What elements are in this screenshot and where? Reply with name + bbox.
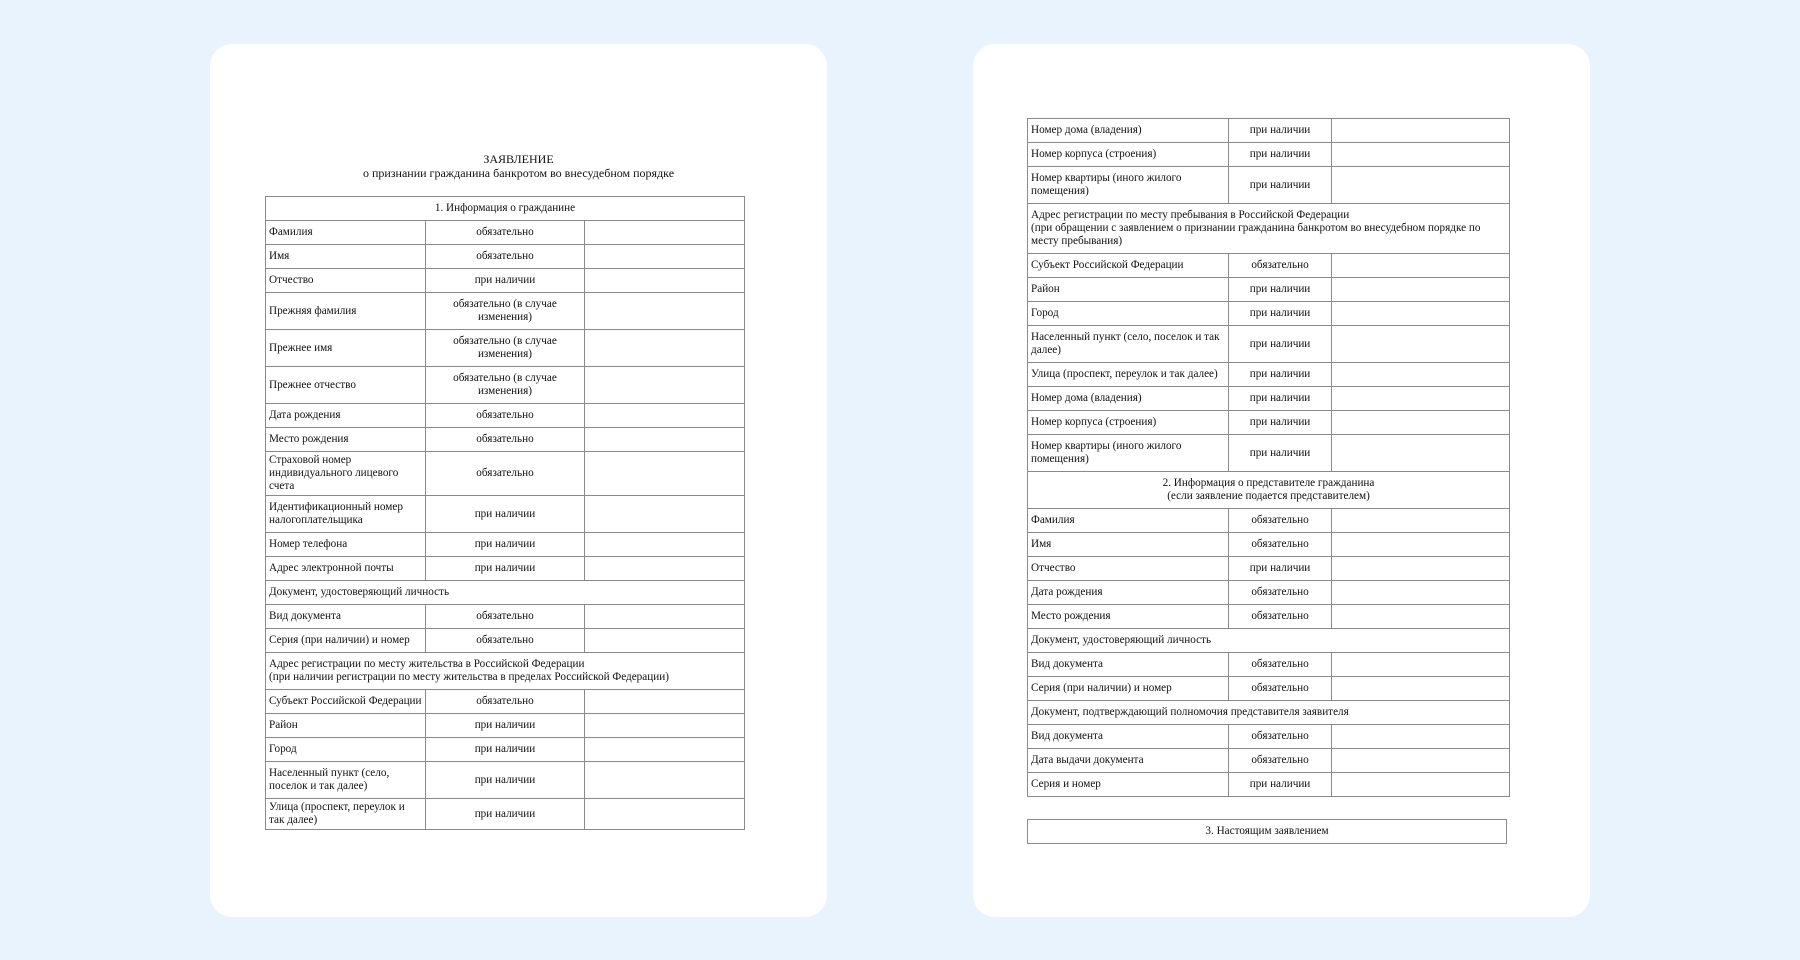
field-label: Номер корпуса (строения)	[1028, 411, 1229, 435]
field-requirement: обязательно	[425, 428, 585, 452]
field-requirement: обязательно	[1229, 653, 1332, 677]
field-value-input[interactable]	[585, 533, 745, 557]
field-label: Серия и номер	[1028, 773, 1229, 797]
form-row	[266, 690, 745, 714]
form-row	[266, 452, 745, 496]
section-3-table	[1027, 819, 1507, 844]
section-2-title-line: 2. Информация о представителе гражданина	[1162, 477, 1375, 489]
field-value-input[interactable]	[1332, 435, 1510, 472]
field-value-input[interactable]	[1332, 363, 1510, 387]
stay-address-header-line: Адрес регистрации по месту пребывания в Российской Федерации	[1031, 209, 1350, 221]
authority-document-header	[1028, 701, 1510, 725]
field-value-input[interactable]	[1332, 557, 1510, 581]
field-requirement: при наличии	[425, 738, 585, 762]
field-requirement: обязательно	[1229, 509, 1332, 533]
field-label: Улица (проспект, переулок и так далее)	[1028, 363, 1229, 387]
field-value-input[interactable]	[1332, 773, 1510, 797]
form-row	[266, 245, 745, 269]
form-row	[1028, 581, 1510, 605]
residence-address-header-line: Адрес регистрации по месту жительства в Российской Федерации	[269, 658, 585, 670]
form-header-row	[1028, 204, 1510, 254]
field-requirement: при наличии	[1229, 557, 1332, 581]
field-requirement: при наличии	[425, 799, 585, 830]
form-row	[266, 557, 745, 581]
field-requirement: при наличии	[1229, 326, 1332, 363]
field-label: Район	[1028, 278, 1229, 302]
field-requirement: при наличии	[1229, 167, 1332, 204]
form-row	[1028, 725, 1510, 749]
field-label: Вид документа	[266, 605, 426, 629]
field-value-input[interactable]	[585, 605, 745, 629]
form-row	[266, 714, 745, 738]
form-header-row	[1028, 472, 1510, 509]
form-row	[1028, 363, 1510, 387]
field-requirement: обязательно (в случае изменения)	[425, 367, 585, 404]
form-row	[1028, 557, 1510, 581]
field-requirement: при наличии	[1229, 302, 1332, 326]
field-requirement: обязательно	[1229, 749, 1332, 773]
field-requirement: при наличии	[425, 496, 585, 533]
field-label: Вид документа	[1028, 725, 1229, 749]
field-label: Место рождения	[266, 428, 426, 452]
field-value-input[interactable]	[1332, 411, 1510, 435]
field-requirement: обязательно	[425, 605, 585, 629]
field-value-input[interactable]	[585, 738, 745, 762]
field-value-input[interactable]	[1332, 749, 1510, 773]
field-value-input[interactable]	[1332, 725, 1510, 749]
field-label: Номер телефона	[266, 533, 426, 557]
field-value-input[interactable]	[585, 293, 745, 330]
form-row	[1028, 677, 1510, 701]
field-requirement: обязательно (в случае изменения)	[425, 330, 585, 367]
form-row	[266, 738, 745, 762]
field-value-input[interactable]	[1332, 509, 1510, 533]
field-label: Населенный пункт (село, поселок и так далее)	[1028, 326, 1229, 363]
field-requirement: при наличии	[1229, 387, 1332, 411]
field-label: Фамилия	[1028, 509, 1229, 533]
field-label: Место рождения	[1028, 605, 1229, 629]
field-requirement: при наличии	[1229, 411, 1332, 435]
field-value-input[interactable]	[585, 714, 745, 738]
field-label: Вид документа	[1028, 653, 1229, 677]
id-document-header	[266, 581, 745, 605]
document-page-2	[973, 44, 1590, 917]
field-value-input[interactable]	[1332, 302, 1510, 326]
field-label: Город	[1028, 302, 1229, 326]
form-row	[1028, 605, 1510, 629]
form-row	[266, 762, 745, 799]
field-value-input[interactable]	[585, 690, 745, 714]
form-row	[266, 496, 745, 533]
section-1-title: 1. Информация о гражданине	[266, 197, 745, 221]
field-value-input[interactable]	[1332, 387, 1510, 411]
field-value-input[interactable]	[585, 221, 745, 245]
field-label: Субъект Российской Федерации	[1028, 254, 1229, 278]
field-label: Прежняя фамилия	[266, 293, 426, 330]
field-label: Город	[266, 738, 426, 762]
field-requirement: при наличии	[425, 714, 585, 738]
residence-address-header-line: (при наличии регистрации по месту жительства в пределах Российской Федерации)	[269, 671, 669, 683]
form-row	[1028, 119, 1510, 143]
residence-address-header	[266, 653, 745, 690]
field-requirement: обязательно	[1229, 581, 1332, 605]
form-row	[266, 799, 745, 830]
form-row	[1028, 278, 1510, 302]
form-row	[1028, 411, 1510, 435]
field-requirement: обязательно	[425, 629, 585, 653]
field-value-input[interactable]	[585, 269, 745, 293]
field-requirement: при наличии	[425, 533, 585, 557]
form-row	[266, 404, 745, 428]
field-label: Дата рождения	[1028, 581, 1229, 605]
field-label: Номер квартиры (иного жилого помещения)	[1028, 167, 1229, 204]
section-3-title: 3. Настоящим заявлением	[1028, 820, 1507, 844]
form-header-row	[266, 581, 745, 605]
field-label: Страховой номер индивидуального лицевого счета	[266, 452, 426, 496]
field-requirement: обязательно	[425, 690, 585, 714]
field-requirement: обязательно	[1229, 725, 1332, 749]
field-label: Район	[266, 714, 426, 738]
field-value-input[interactable]	[1332, 119, 1510, 143]
field-value-input[interactable]	[585, 496, 745, 533]
field-label: Дата выдачи документа	[1028, 749, 1229, 773]
form-row	[1028, 749, 1510, 773]
form-row	[266, 367, 745, 404]
field-requirement: обязательно	[425, 245, 585, 269]
document-subtitle: о признании гражданина банкротом во внесудебном порядке	[362, 166, 675, 180]
field-requirement: обязательно	[1229, 677, 1332, 701]
field-value-input[interactable]	[1332, 605, 1510, 629]
rep-id-document-header	[1028, 629, 1510, 653]
field-value-input[interactable]	[585, 452, 745, 496]
field-requirement: при наличии	[1229, 143, 1332, 167]
form-row	[266, 221, 745, 245]
field-requirement: при наличии	[425, 557, 585, 581]
document-page-1	[210, 44, 827, 917]
id-document-header-line: Документ, удостоверяющий личность	[269, 586, 450, 598]
field-label: Населенный пункт (село, поселок и так далее)	[266, 762, 426, 799]
form-row	[1028, 509, 1510, 533]
form-row	[1028, 326, 1510, 363]
field-requirement: обязательно	[1229, 533, 1332, 557]
field-value-input[interactable]	[585, 762, 745, 799]
form-row	[1028, 653, 1510, 677]
form-header-row	[1028, 629, 1510, 653]
authority-document-header-line: Документ, подтверждающий полномочия представителя заявителя	[1031, 706, 1349, 718]
form-row	[266, 330, 745, 367]
field-value-input[interactable]	[1332, 653, 1510, 677]
stay-address-header-line: (при обращении с заявлением о признании гражданина банкротом во внесудебном порядке по месту пребывания)	[1031, 222, 1481, 247]
field-requirement: при наличии	[425, 269, 585, 293]
field-label: Идентификационный номер налогоплательщика	[266, 496, 426, 533]
field-label: Дата рождения	[266, 404, 426, 428]
field-requirement: при наличии	[1229, 773, 1332, 797]
field-label: Улица (проспект, переулок и так далее)	[266, 799, 426, 830]
field-label: Отчество	[266, 269, 426, 293]
field-requirement: при наличии	[1229, 278, 1332, 302]
field-value-input[interactable]	[585, 557, 745, 581]
field-value-input[interactable]	[585, 428, 745, 452]
field-value-input[interactable]	[1332, 581, 1510, 605]
field-value-input[interactable]	[585, 330, 745, 367]
field-value-input[interactable]	[585, 367, 745, 404]
form-header-row	[1028, 701, 1510, 725]
document-title: ЗАЯВЛЕНИЕ	[483, 152, 554, 166]
field-requirement: обязательно	[425, 452, 585, 496]
form-row	[266, 605, 745, 629]
form-header-row	[266, 653, 745, 690]
field-label: Имя	[266, 245, 426, 269]
field-value-input[interactable]	[585, 245, 745, 269]
field-value-input[interactable]	[1332, 278, 1510, 302]
field-label: Прежнее имя	[266, 330, 426, 367]
form-row	[266, 629, 745, 653]
field-label: Имя	[1028, 533, 1229, 557]
field-value-input[interactable]	[585, 799, 745, 830]
form-row	[266, 269, 745, 293]
field-requirement: обязательно (в случае изменения)	[425, 293, 585, 330]
field-label: Номер корпуса (строения)	[1028, 143, 1229, 167]
field-value-input[interactable]	[1332, 143, 1510, 167]
field-label: Субъект Российской Федерации	[266, 690, 426, 714]
rep-id-document-header-line: Документ, удостоверяющий личность	[1031, 634, 1212, 646]
field-requirement: при наличии	[1229, 363, 1332, 387]
field-label: Серия (при наличии) и номер	[266, 629, 426, 653]
citizen-info-table	[265, 196, 745, 830]
field-value-input[interactable]	[1332, 167, 1510, 204]
form-row	[1028, 302, 1510, 326]
section-2-title	[1028, 472, 1510, 509]
form-row	[266, 533, 745, 557]
field-label: Фамилия	[266, 221, 426, 245]
field-requirement: при наличии	[1229, 119, 1332, 143]
field-label: Отчество	[1028, 557, 1229, 581]
form-row	[266, 428, 745, 452]
form-row	[1028, 143, 1510, 167]
stay-address-header	[1028, 204, 1510, 254]
section-2-title-line: (если заявление подается представителем)	[1167, 490, 1370, 502]
form-row	[1028, 435, 1510, 472]
field-label: Номер квартиры (иного жилого помещения)	[1028, 435, 1229, 472]
form-row	[1028, 167, 1510, 204]
field-requirement: при наличии	[1229, 435, 1332, 472]
field-requirement: обязательно	[425, 221, 585, 245]
field-value-input[interactable]	[1332, 326, 1510, 363]
form-row	[1028, 254, 1510, 278]
field-requirement: обязательно	[1229, 605, 1332, 629]
field-label: Серия (при наличии) и номер	[1028, 677, 1229, 701]
field-label: Номер дома (владения)	[1028, 119, 1229, 143]
field-requirement: при наличии	[425, 762, 585, 799]
field-value-input[interactable]	[1332, 677, 1510, 701]
field-label: Прежнее отчество	[266, 367, 426, 404]
field-label: Адрес электронной почты	[266, 557, 426, 581]
form-row	[1028, 387, 1510, 411]
field-value-input[interactable]	[585, 404, 745, 428]
field-value-input[interactable]	[1332, 254, 1510, 278]
field-value-input[interactable]	[1332, 533, 1510, 557]
field-requirement: обязательно	[425, 404, 585, 428]
field-value-input[interactable]	[585, 629, 745, 653]
field-label: Номер дома (владения)	[1028, 387, 1229, 411]
form-row	[266, 293, 745, 330]
field-requirement: обязательно	[1229, 254, 1332, 278]
citizen-info-continued-table	[1027, 118, 1510, 797]
form-row	[1028, 533, 1510, 557]
form-row	[1028, 773, 1510, 797]
